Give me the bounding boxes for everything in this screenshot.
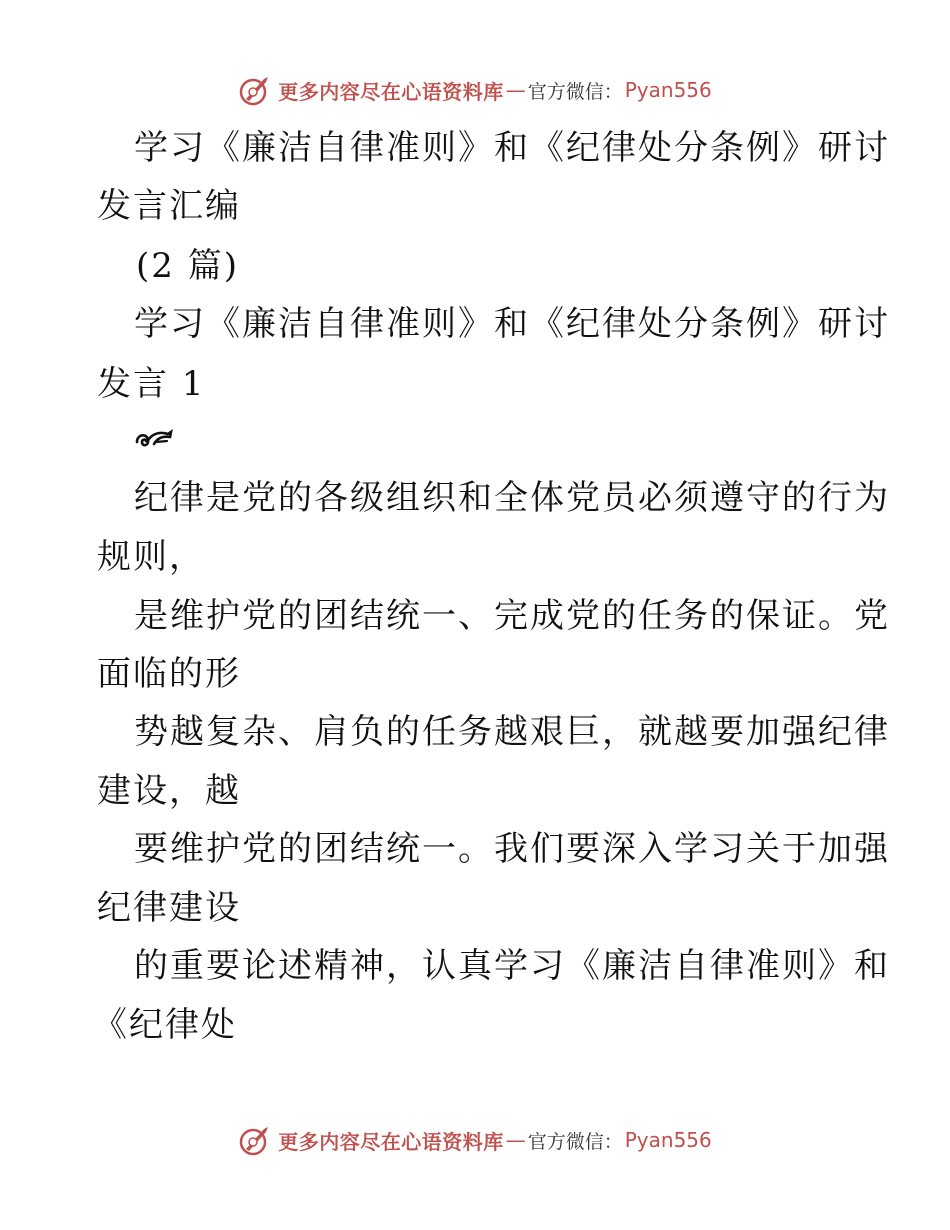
watermark-text: 更多内容尽在心语资料库 [278, 79, 504, 104]
paragraph-line-4: 面临的形 [97, 654, 241, 694]
watermark-separator: — [505, 1128, 526, 1152]
footer-watermark [0, 1120, 950, 1160]
wechat-label: 官方微信： [527, 80, 623, 103]
doc-title-line-1: 学习《廉洁自律准则》和《纪律处分条例》研讨 [134, 128, 890, 168]
paragraph-line-2: 规则， [97, 537, 205, 577]
wechat-id: Pyan556 [624, 1128, 712, 1152]
paragraph-line-10: 《纪律处 [93, 1005, 237, 1045]
watermark-separator: — [505, 78, 526, 102]
paragraph-line-3: 是维护党的团结统一、完成党的任务的保证。党 [134, 596, 890, 636]
wechat-label: 官方微信： [527, 1130, 623, 1153]
paragraph-line-8: 纪律建设 [97, 888, 241, 928]
section-title-line-1: 学习《廉洁自律准则》和《纪律处分条例》研讨 [134, 304, 890, 344]
paragraph-line-5: 势越复杂、肩负的任务越艰巨，就越要加强纪律 [134, 712, 890, 752]
paragraph-line-1: 纪律是党的各级组织和全体党员必须遵守的行为 [134, 478, 890, 518]
doc-count: (2 篇) [136, 246, 239, 286]
paragraph-line-9: 的重要论述精神，认真学习《廉洁自律准则》和 [134, 946, 890, 986]
paragraph-line-7: 要维护党的团结统一。我们要深入学习关于加强 [134, 829, 890, 869]
doc-title-line-2: 发言汇编 [97, 186, 241, 226]
wechat-id: Pyan556 [624, 78, 712, 102]
watermark-text: 更多内容尽在心语资料库 [278, 1129, 504, 1154]
section-title-line-2: 发言 1 [97, 364, 206, 404]
quill-pen-logo-icon [238, 1123, 272, 1157]
paragraph-line-6: 建设，越 [97, 771, 241, 811]
scroll-ornament-icon [134, 428, 174, 450]
